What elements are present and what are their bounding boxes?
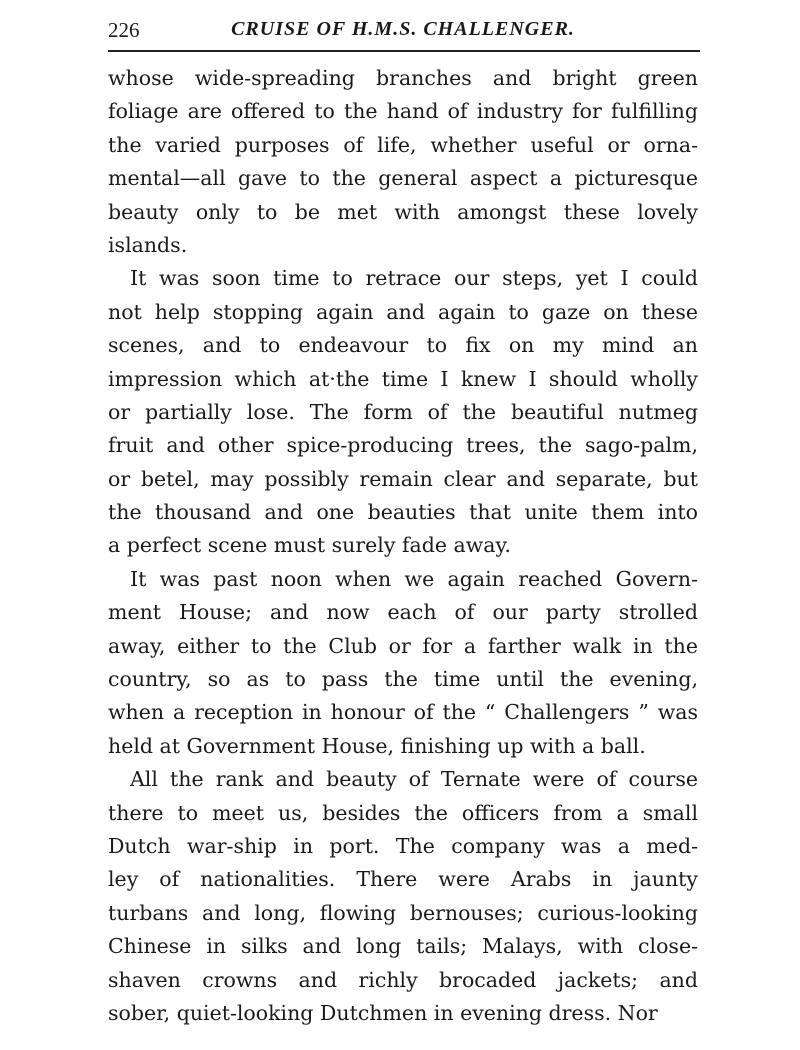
running-header [108,18,698,46]
text-line: or partially lose. The form of the beautiful nutmeg [108,399,698,424]
text-line: shaven crowns and richly brocaded jackets; and [108,967,698,992]
text-line: a perfect scene must surely fade away. [108,533,511,558]
text-line: beauty only to be met with amongst these lovely [108,199,698,224]
text-line: when a reception in honour of the “ Challengers ” was [108,700,698,725]
text-line: foliage are offered to the hand of industry for fulfilling [108,99,698,124]
text-line: impression which at·the time I knew I should wholly [108,366,698,391]
text-line: the thousand and one beauties that unite them into [108,500,698,525]
text-line: not help stopping again and again to gaze on these [108,299,698,324]
text-line: ley of nationalities. There were Arabs in jaunty [108,867,698,892]
text-line: held at Government House, finishing up with a ball. [108,733,646,758]
text-line: islands. [108,232,188,257]
text-line: Chinese in silks and long tails; Malays, with close- [108,934,698,959]
paragraph [108,62,698,262]
text-line: turbans and long, flowing bernouses; curious-looking [108,900,698,925]
text-line: country, so as to pass the time until the evening, [108,667,698,692]
paragraph [108,262,698,563]
header-rule [108,50,700,52]
text-line: the varied purposes of life, whether useful or orna- [108,132,698,157]
running-title: CRUISE OF H.M.S. CHALLENGER. [231,18,575,40]
text-line: away, either to the Club or for a farther walk in the [108,633,698,658]
text-line: All the rank and beauty of Ternate were of course [130,767,698,792]
text-line: It was past noon when we again reached Govern- [130,566,698,591]
page-body [108,62,698,1030]
paragraph [108,763,698,1030]
text-line: Dutch war-ship in port. The company was a med- [108,833,698,858]
text-line: fruit and other spice-producing trees, the sago-palm, [108,433,698,458]
text-line: or betel, may possibly remain clear and separate, but [108,466,698,491]
text-line: ment House; and now each of our party strolled [108,600,698,625]
text-line: sober, quiet-looking Dutchmen in evening dress. Nor [108,1000,658,1025]
text-line: scenes, and to endeavour to fix on my mind an [108,333,698,358]
text-line: mental—all gave to the general aspect a picturesque [108,166,698,191]
text-line: there to meet us, besides the officers from a small [108,800,698,825]
text-line: whose wide-spreading branches and bright green [108,66,698,90]
paragraph [108,563,698,763]
text-line: It was soon time to retrace our steps, yet I could [130,266,698,291]
page-number: 226 [108,18,140,42]
